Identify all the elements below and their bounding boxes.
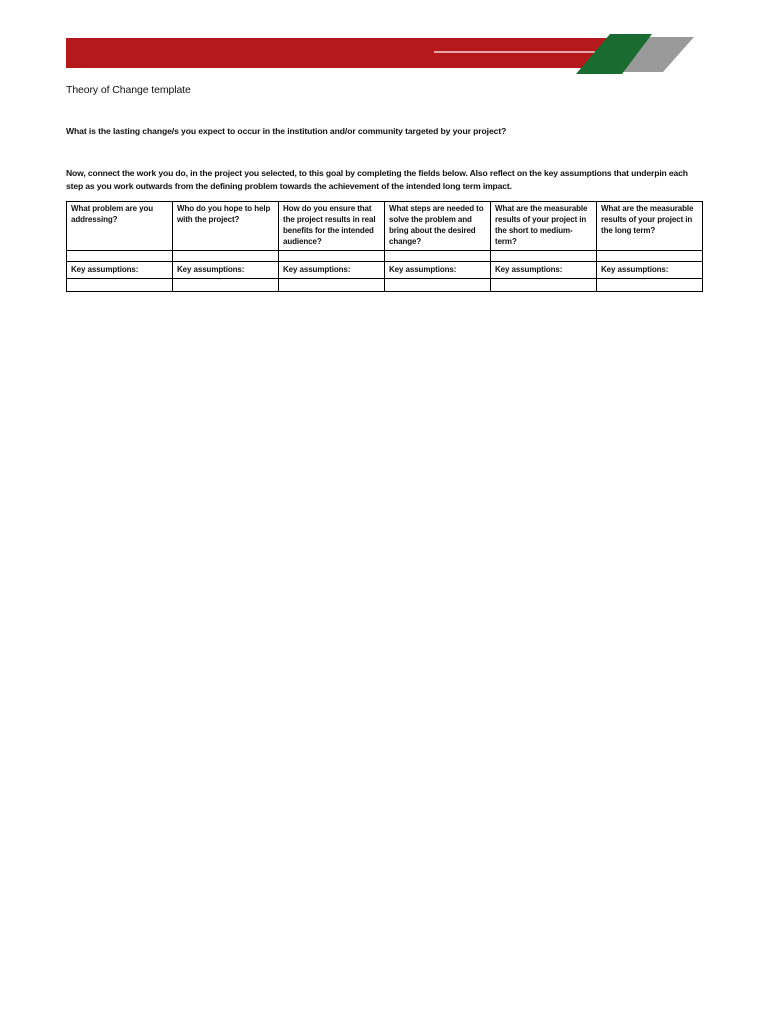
assumption-label: Key assumptions: — [491, 262, 597, 279]
response-field-benefits[interactable] — [279, 251, 385, 262]
header-cell-long-term: What are the measurable results of your project in the long term? — [597, 202, 703, 251]
assumption-label: Key assumptions: — [597, 262, 703, 279]
header-cell-short-term: What are the measurable results of your project in the short to medium-term? — [491, 202, 597, 251]
document-title: Theory of Change template — [66, 84, 191, 96]
header-banner — [0, 0, 768, 90]
red-band — [66, 38, 620, 68]
header-cell-benefits: How do you ensure that the project results in real benefits for the intended audience? — [279, 202, 385, 251]
table-header-row — [67, 202, 703, 251]
lasting-change-question: What is the lasting change/s you expect to occur in the institution and/or community targeted by your project? — [66, 126, 507, 136]
assumption-label: Key assumptions: — [385, 262, 491, 279]
assumption-field-benefits[interactable] — [279, 279, 385, 292]
header-cell-steps: What steps are needed to solve the problem and bring about the desired change? — [385, 202, 491, 251]
response-field-audience[interactable] — [173, 251, 279, 262]
header-cell-problem: What problem are you addressing? — [67, 202, 173, 251]
assumption-label: Key assumptions: — [67, 262, 173, 279]
assumption-field-audience[interactable] — [173, 279, 279, 292]
instructions-paragraph: Now, connect the work you do, in the project you selected, to this goal by completing the fields below. Also reflect on the key assumptions that underpin each step as you work outwards from the defining problem towards the achievement of the intended long term impact. — [66, 168, 688, 191]
assumptions-response-row — [67, 279, 703, 292]
assumption-field-problem[interactable] — [67, 279, 173, 292]
assumption-label: Key assumptions: — [279, 262, 385, 279]
assumption-field-steps[interactable] — [385, 279, 491, 292]
response-field-steps[interactable] — [385, 251, 491, 262]
assumption-field-long-term[interactable] — [597, 279, 703, 292]
theory-of-change-table — [66, 201, 703, 292]
assumption-label: Key assumptions: — [173, 262, 279, 279]
assumption-field-short-term[interactable] — [491, 279, 597, 292]
response-field-short-term[interactable] — [491, 251, 597, 262]
assumptions-label-row — [67, 262, 703, 279]
response-field-problem[interactable] — [67, 251, 173, 262]
response-row — [67, 251, 703, 262]
header-cell-audience: Who do you hope to help with the project? — [173, 202, 279, 251]
response-field-long-term[interactable] — [597, 251, 703, 262]
